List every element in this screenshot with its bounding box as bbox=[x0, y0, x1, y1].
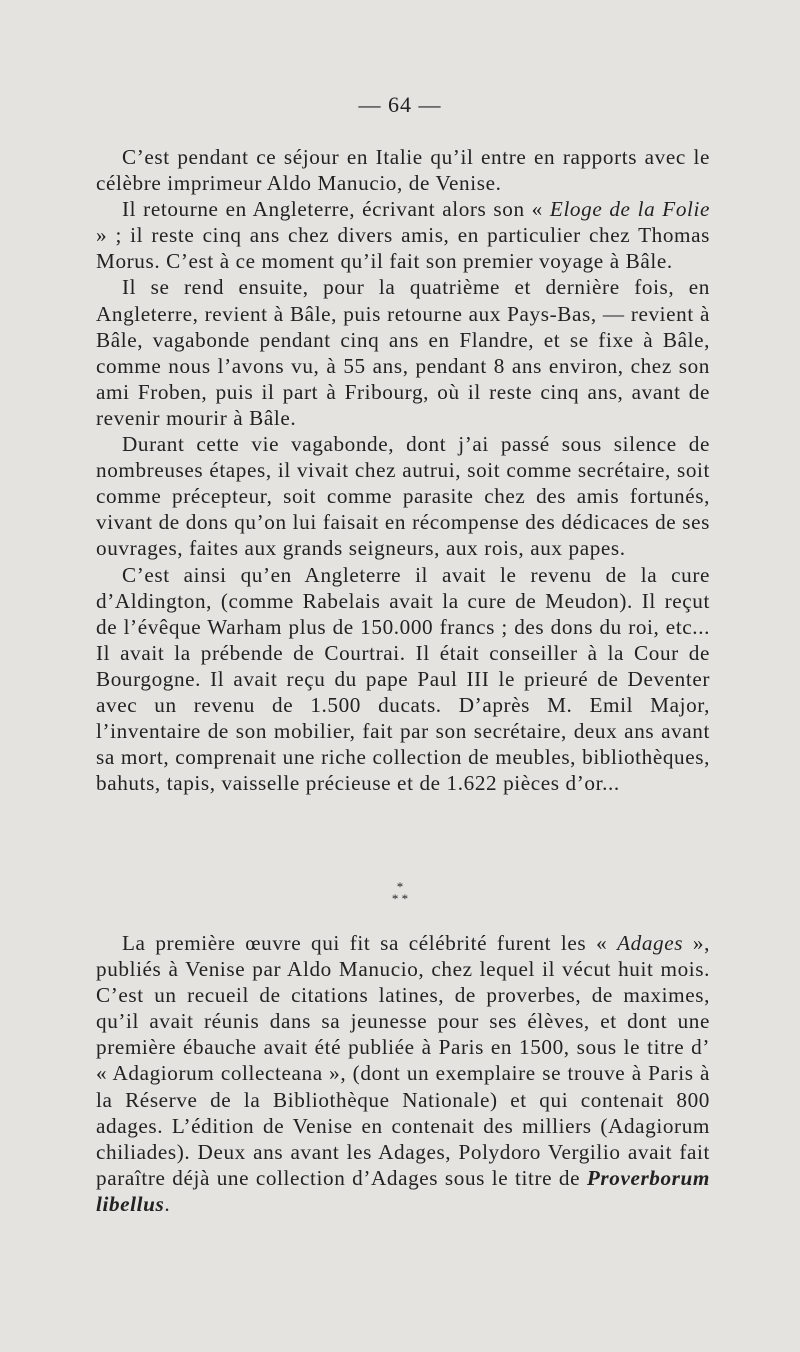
text-run: . bbox=[164, 1191, 171, 1216]
text-run: » ; il reste cinq ans chez divers amis, en particulier chez Thomas Morus. C’est à ce moment qu’il fait son premier voyage à Bâle. bbox=[96, 223, 710, 274]
paragraph: C’est ainsi qu’en Angleterre il avait le revenu de la cure d’Aldington, (comme Rabelais avait la cure de Meudon). Il reçut de l’évêque Warham plus de 150.000 francs ; des dons du roi, etc... Il avait la prébende de Courtrai. Il était conseiller à la Cour de Bourgogne. Il avait reçu du pape Paul III le prieuré de Deventer avec un revenu de 1.500 ducats. D’après M. Emil Major, l’inventaire de son mobilier, fait par son secrétaire, deux ans avant sa mort, comprenait une riche collection de meubles, bibliothèques, bahuts, tapis, vaisselle précieuse et de 1.622 pièces d’or... bbox=[96, 562, 710, 796]
page-number: — 64 — bbox=[358, 92, 442, 117]
text-block-2 bbox=[96, 930, 710, 1217]
paragraph: Durant cette vie vagabonde, dont j’ai passé sous silence de nombreuses étapes, il vivait chez autrui, soit comme secrétaire, soit comme précepteur, soit comme parasite chez des amis fortunés, vivant de dons qu’on lui faisait en récompense des dédicaces de ses ouvrages, faites aux grands seigneurs, aux rois, aux papes. bbox=[96, 432, 710, 561]
text-block-1 bbox=[96, 144, 710, 796]
paragraph: C’est pendant ce séjour en Italie qu’il entre en rapports avec le célèbre imprimeur Aldo Manucio, de Venise. bbox=[96, 145, 710, 196]
book-title: Adages bbox=[617, 931, 684, 955]
book-title: Proverborum libellus bbox=[96, 1165, 710, 1216]
text-run: », publiés à Venise par Aldo Manucio, chez lequel il vécut huit mois. C’est un recueil de citations latines, de proverbes, de maximes, qu’il avait réunis dans sa jeunesse pour ses élèves, et dont une première ébauche avait été publiée à Paris en 1500, sous le titre d’ « Adagiorum collecteana », (dont un exemplaire se trouve à Paris à la Réserve de la Bibliothèque Nationale) et qui contenait 800 adages. L’édition de Venise en contenait des milliers (Adagiorum chiliades). Deux ans avant les Adages, Polydoro Vergilio avait fait paraître déjà une collection d’Adages sous le titre de bbox=[96, 931, 710, 1190]
asterism-bottom: * * bbox=[391, 891, 409, 906]
paragraph bbox=[96, 196, 710, 274]
paragraph: Il se rend ensuite, pour la quatrième et dernière fois, en Angleterre, revient à Bâle, puis retourne aux Pays-Bas, — revient à Bâle, vagabonde pendant cinq ans en Flandre, et se fixe à Bâle, comme nous l’avons vu, à 55 ans, pendant 8 ans environ, chez son ami Froben, puis il part à Fribourg, où il reste cinq ans, avant de revenir mourir à Bâle. bbox=[96, 275, 710, 430]
text-run: La première œuvre qui fit sa célébrité furent les « bbox=[122, 931, 618, 955]
book-title: Eloge de la Folie bbox=[549, 197, 711, 222]
paragraph bbox=[96, 930, 710, 1217]
asterism-top: * bbox=[396, 879, 404, 894]
section-separator bbox=[0, 880, 800, 904]
text-run: Il retourne en Angleterre, écrivant alors son « bbox=[122, 197, 550, 222]
